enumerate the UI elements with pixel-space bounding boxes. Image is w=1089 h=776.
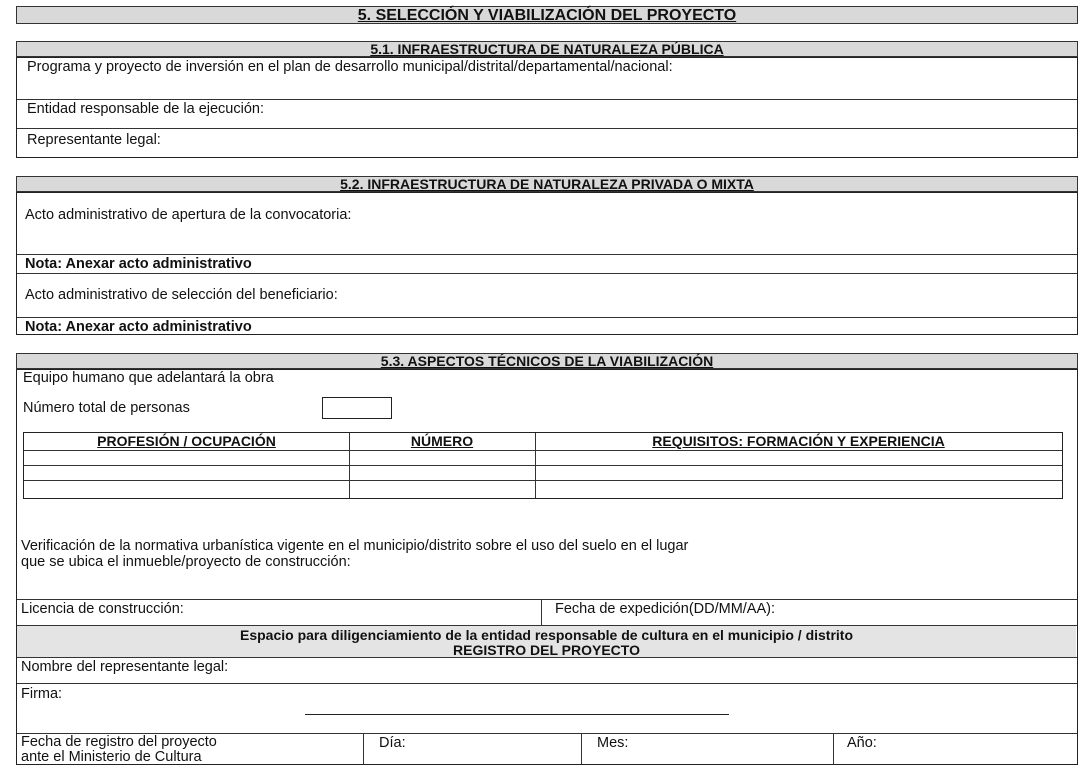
licencia-label: Licencia de construcción: <box>21 601 184 617</box>
fecha-registro-label-1: Fecha de registro del proyecto <box>21 734 217 750</box>
numero-total-label: Número total de personas <box>23 400 190 416</box>
representante-field[interactable] <box>230 129 1076 156</box>
col-requisitos: REQUISITOS: FORMACIÓN Y EXPERIENCIA <box>652 433 945 449</box>
mes-field[interactable] <box>640 734 830 762</box>
acto-seleccion-field[interactable] <box>510 275 1076 315</box>
licencia-field[interactable] <box>260 600 536 622</box>
acto-apertura-label: Acto administrativo de apertura de la convocatoria: <box>25 207 352 223</box>
col-profesion: PROFESIÓN / OCUPACIÓN <box>97 433 276 449</box>
section-5-3-header: 5.3. ASPECTOS TÉCNICOS DE LA VIABILIZACIÓN <box>16 353 1078 369</box>
table-row[interactable] <box>24 451 1062 465</box>
nombre-representante-label: Nombre del representante legal: <box>21 659 229 675</box>
entidad-field[interactable] <box>280 100 1076 126</box>
col-numero: NÚMERO <box>410 433 474 449</box>
mes-label: Mes: <box>597 735 629 751</box>
table-row[interactable] <box>24 481 1062 497</box>
firma-field[interactable] <box>304 686 728 712</box>
personnel-table <box>23 432 1063 499</box>
programa-label: Programa y proyecto de inversión en el plan de desarrollo municipal/distrital/departamental/nacional: <box>27 59 673 75</box>
firma-line <box>305 714 729 715</box>
fecha-expedicion-field[interactable] <box>880 600 1076 622</box>
anio-label: Año: <box>847 735 877 751</box>
fecha-expedicion-label: Fecha de expedición(DD/MM/AA): <box>555 601 775 617</box>
nota-anexar-1: Nota: Anexar acto administrativo <box>25 256 252 272</box>
equipo-label: Equipo humano que adelantará la obra <box>23 370 274 386</box>
anio-field[interactable] <box>890 734 1074 762</box>
table-row[interactable] <box>24 466 1062 480</box>
verificacion-label-2: que se ubica el inmueble/proyecto de construcción: <box>21 554 351 570</box>
dia-label: Día: <box>379 735 406 751</box>
nombre-representante-field[interactable] <box>340 658 1076 680</box>
acto-apertura-field[interactable] <box>540 200 1076 250</box>
nota-anexar-2: Nota: Anexar acto administrativo <box>25 319 252 335</box>
numero-total-input[interactable] <box>322 397 392 419</box>
page-title: 5. SELECCIÓN Y VIABILIZACIÓN DEL PROYECTO <box>16 6 1078 24</box>
verificacion-label-1: Verificación de la normativa urbanística vigente en el municipio/distrito sobre el uso del suelo en el lugar <box>21 538 689 554</box>
acto-seleccion-label: Acto administrativo de selección del beneficiario: <box>25 287 338 303</box>
espacio-label: Espacio para diligenciamiento de la entidad responsable de cultura en el municipio / distrito <box>239 627 854 643</box>
registro-label: REGISTRO DEL PROYECTO <box>453 642 640 658</box>
dia-field[interactable] <box>414 734 578 762</box>
entidad-label: Entidad responsable de la ejecución: <box>27 101 264 117</box>
section-5-1-header: 5.1. INFRAESTRUCTURA DE NATURALEZA PÚBLICA <box>16 41 1078 57</box>
programa-field[interactable] <box>18 78 1076 96</box>
fecha-registro-label-2: ante el Ministerio de Cultura <box>21 749 202 765</box>
firma-label: Firma: <box>21 686 63 702</box>
representante-label: Representante legal: <box>27 132 161 148</box>
section-5-2-header: 5.2. INFRAESTRUCTURA DE NATURALEZA PRIVADA O MIXTA <box>16 176 1078 192</box>
